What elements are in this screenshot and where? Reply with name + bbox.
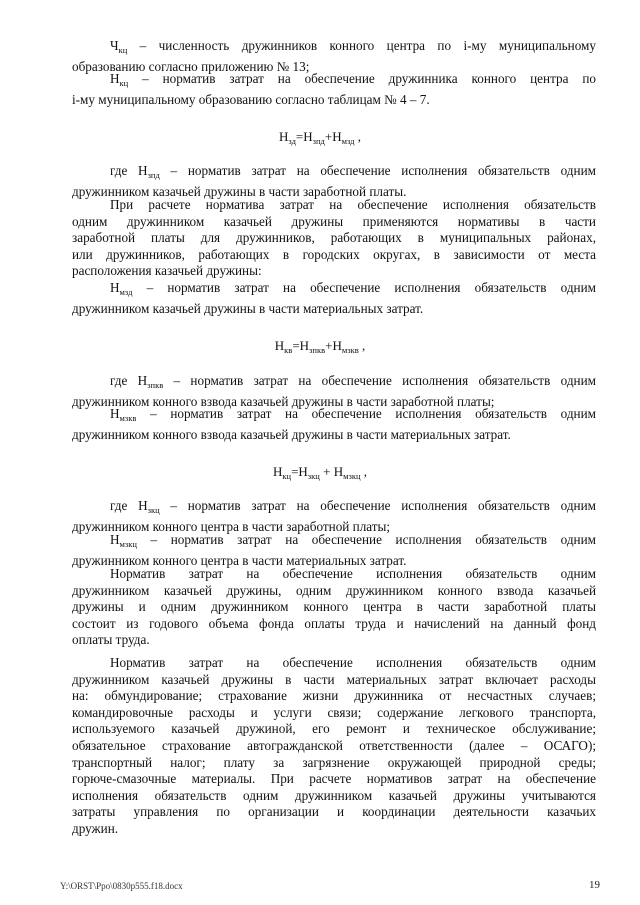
text-line: $Н_{мзкц}$ – норматив затрат на обеспечение исполнения обязательств одним bbox=[110, 532, 596, 549]
text-line: на: обмундирование; страхование жизни дружинника от несчастных случаев; bbox=[72, 688, 596, 704]
paragraph-nzkc-definition bbox=[72, 498, 596, 535]
paragraph-chkc-definition bbox=[72, 38, 596, 75]
text-line: дружинником казачьей дружины в части материальных затрат. bbox=[72, 300, 424, 316]
paragraph-nmzkv-definition bbox=[72, 406, 596, 443]
text-line: дружинником казачьей дружины в части заработной платы. bbox=[72, 183, 407, 199]
text-line: $Н_{кц}$ – норматив затрат на обеспечение дружинника конного центра по bbox=[110, 71, 596, 88]
paragraph-nkc-definition bbox=[72, 71, 596, 108]
paragraph-nmzd-definition bbox=[72, 280, 596, 317]
text-line: одним дружинником казачьей дружины применяются нормативы в части bbox=[72, 213, 596, 229]
text-line: дружинником казачьей дружины в части материальных затрат включает расходы bbox=[72, 671, 596, 687]
text-line: используемого казачьей дружиной, его ремонт и техническое обслуживание; bbox=[72, 721, 596, 737]
text-line: горюче-смазочные материалы. При расчете нормативов затрат на обеспечение bbox=[72, 771, 596, 787]
text-line: где $Н_{зкц}$ – норматив затрат на обеспечение исполнения обязательств одним bbox=[110, 498, 596, 515]
text-line: $Н_{мзд}$ – норматив затрат на обеспечение исполнения обязательств одним bbox=[110, 280, 596, 297]
text-line: дружинником конного взвода казачьей дружины в части заработной платы; bbox=[72, 393, 495, 409]
footer-file-path: Y:\ORST\Ppo\0830p555.f18.docx bbox=[60, 881, 183, 891]
paragraph-material-costs bbox=[72, 655, 596, 838]
text-line: командировочные расходы и услуги связи; содержание легкового транспорта, bbox=[72, 704, 596, 720]
formula-nkv: $Н_{кв}=Н_{зпкв}+Н_{мзкв}$ , bbox=[274, 338, 366, 355]
paragraph-nzpd-definition bbox=[72, 163, 596, 200]
text-line: дружинником конного центра в части заработной платы; bbox=[72, 518, 391, 534]
text-line: дружинником конного взвода казачьей дружины в части материальных затрат. bbox=[72, 426, 511, 442]
text-line: дружинником казачьей дружины, одним дружинником конного взвода казачьей bbox=[72, 582, 596, 598]
formula-nkc: $Н_{кц}=Н_{зкц} + Н_{мзкц}$ , bbox=[272, 464, 367, 481]
page-number: 19 bbox=[589, 879, 600, 891]
text-line: $Н_{мзкв}$ – норматив затрат на обеспечение исполнения обязательств одним bbox=[110, 406, 596, 423]
text-line: оплаты труда. bbox=[72, 632, 150, 648]
text-line: транспортный налог; плату за загрязнение окружающей природной среды; bbox=[72, 754, 596, 770]
text-line: где $Н_{зпд}$ – норматив затрат на обеспечение исполнения обязательств одним bbox=[110, 163, 596, 180]
paragraph-nzpkv-definition bbox=[72, 373, 596, 410]
paragraph-nmzkc-definition bbox=[72, 532, 596, 569]
text-line: затраты управления по организации и координации деятельности казачьих bbox=[72, 804, 596, 820]
text-line: исполнения обязательств одним дружинником казачьей дружины учитываются bbox=[72, 787, 596, 803]
text-line: расположения казачьей дружины: bbox=[72, 263, 262, 279]
text-line: дружинником конного центра в части материальных затрат. bbox=[72, 552, 407, 568]
text-line: где $Н_{зпкв}$ – норматив затрат на обеспечение исполнения обязательств одним bbox=[110, 373, 596, 390]
text-line: При расчете норматива затрат на обеспечение исполнения обязательств bbox=[110, 197, 596, 212]
paragraph-calculation-rules bbox=[72, 197, 596, 280]
text-line: дружин. bbox=[72, 820, 119, 836]
text-line: состоит из годового объема фонда оплаты труда и начислений на данный фонд bbox=[72, 615, 596, 631]
text-line: $Ч_{кц}$ – численность дружинников конного центра по i-му муниципальному bbox=[110, 38, 596, 55]
text-line: дружины и одним дружинником конного центра в части заработной платы bbox=[72, 599, 596, 615]
text-line: обязательное страхование автогражданской ответственности (далее – ОСАГО); bbox=[72, 737, 596, 753]
formula-nzd: $Н_{зд}=Н_{зпд}+Н_{мзд}$ , bbox=[278, 129, 362, 146]
text-line: Норматив затрат на обеспечение исполнения обязательств одним bbox=[110, 566, 596, 581]
text-line: или дружинников, работающих в городских округах, в зависимости от места bbox=[72, 246, 596, 262]
text-line: образованию согласно приложению № 13; bbox=[72, 58, 310, 74]
text-line: Норматив затрат на обеспечение исполнения обязательств одним bbox=[110, 655, 596, 670]
text-line: заработной платы для дружинников, работающих в муниципальных районах, bbox=[72, 230, 596, 246]
text-line: i-му муниципальному образованию согласно таблицам № 4 – 7. bbox=[72, 91, 430, 107]
paragraph-salary-norm bbox=[72, 566, 596, 649]
